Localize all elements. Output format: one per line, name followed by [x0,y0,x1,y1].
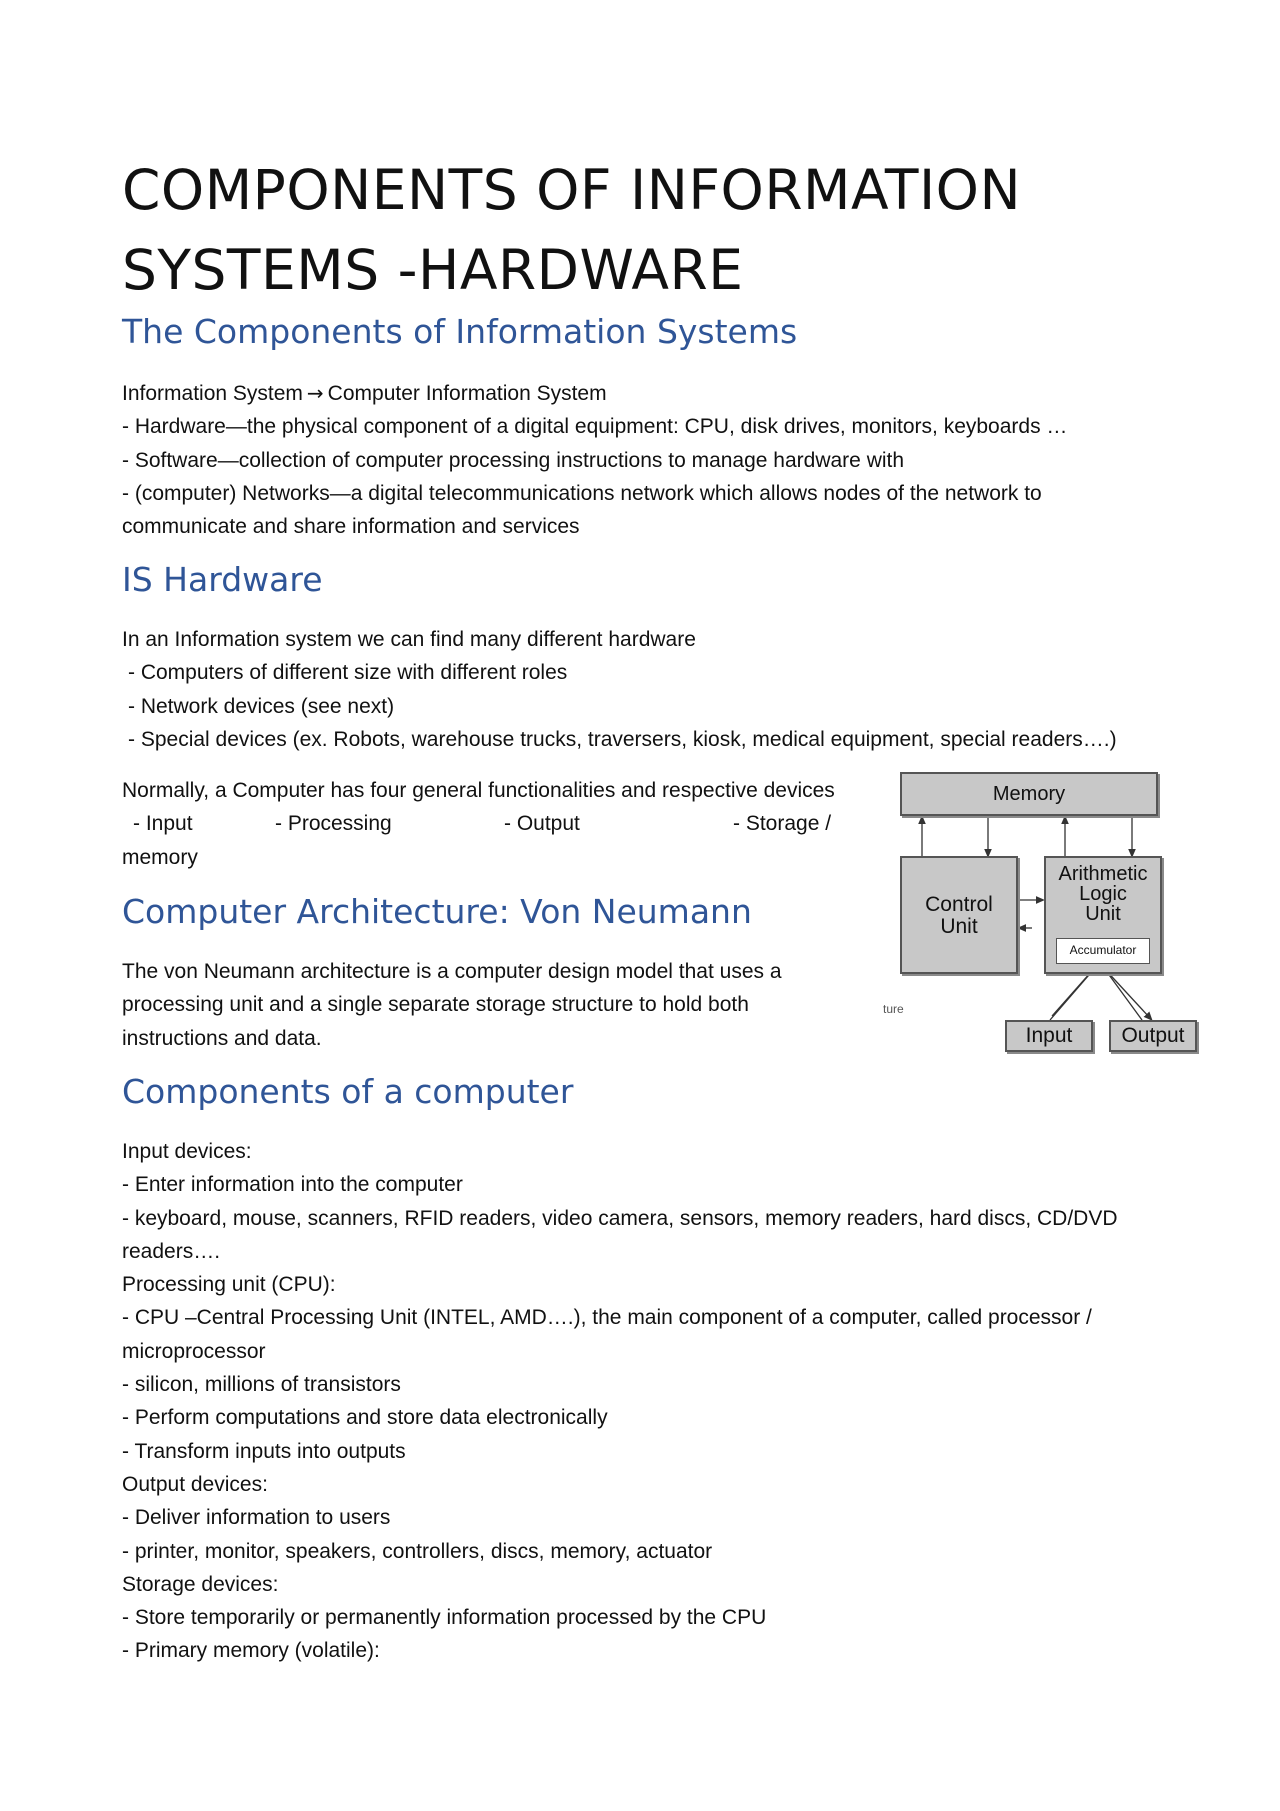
document-title [122,150,1172,310]
intro-line [122,377,1132,410]
paragraph-line: In an Information system we can find many different hardware [122,628,696,651]
accumulator-box: Accumulator [1056,938,1150,964]
functions-tail: memory [122,845,198,869]
list-item: - silicon, millions of transistors [122,1373,401,1397]
list-item: - Deliver information to users [122,1506,391,1530]
control-unit-line2: Unit [940,915,978,938]
von-neumann-diagram [880,770,1210,1060]
functions-paragraph [122,774,862,874]
list-item: - keyboard, mouse, scanners, RFID readers, video camera, sensors, memory readers, hard discs, CD/DVD readers…. [122,1206,1118,1263]
control-unit-line1: Control [925,893,993,916]
output-box: Output [1109,1020,1197,1052]
list-item: - Hardware—the physical component of a digital equipment: CPU, disk drives, monitors, keyboards … [122,415,1068,439]
alu-line1: Arithmetic [1058,863,1148,885]
subheading-storage-devices: Storage devices: [122,1572,279,1596]
alu-box [1044,856,1162,974]
alu-line2: Logic [1079,883,1127,905]
subheading-input-devices: Input devices: [122,1140,252,1163]
list-item: - Special devices (ex. Robots, warehouse trucks, traversers, kiosk, medical equipment, special readers….) [128,727,1117,751]
list-item: - Enter information into the computer [122,1173,463,1197]
functions-row [122,807,862,840]
section-components-of-computer [122,1135,1142,1668]
heading-components-of-computer: Components of a computer [122,1072,574,1111]
title-line-2: SYSTEMS -HARDWARE [122,238,744,302]
function-storage: - Storage / [733,812,832,836]
list-item: - Perform computations and store data electronically [122,1406,608,1430]
section-components-of-is [122,377,1132,543]
intro-right: Computer Information System [327,382,607,405]
list-item: - Software—collection of computer processing instructions to manage hardware with [122,448,905,472]
heading-von-neumann: Computer Architecture: Von Neumann [122,892,752,931]
alu-line3: Unit [1085,903,1121,925]
arrow-output-to-alu [1104,968,1142,1020]
heading-components-of-is: The Components of Information Systems [122,312,798,351]
heading-is-hardware: IS Hardware [122,560,323,599]
list-item: - Network devices (see next) [128,694,395,718]
von-neumann-text: The von Neumann architecture is a computer design model that uses a processing unit and a single separate storage structure to hold both instructions and data. [122,960,782,1050]
function-output: - Output [504,812,580,836]
list-item: - Primary memory (volatile): [122,1639,380,1663]
von-neumann-paragraph [122,955,822,1055]
input-box: Input [1005,1020,1093,1052]
control-unit-box [900,856,1018,974]
subheading-processing-unit: Processing unit (CPU): [122,1273,336,1297]
memory-box: Memory [900,772,1158,816]
function-processing: - Processing [275,812,392,836]
function-input: - Input [133,812,193,836]
list-item: - Computers of different size with different roles [128,661,568,685]
list-item: - printer, monitor, speakers, controllers, discs, memory, actuator [122,1539,713,1563]
intro-left: Information System [122,382,303,405]
list-item: - Store temporarily or permanently information processed by the CPU [122,1606,767,1630]
list-item: - (computer) Networks—a digital telecommunications network which allows nodes of the network to communicate and share information and services [122,481,1042,539]
section-is-hardware [122,623,1222,756]
subheading-output-devices: Output devices: [122,1472,268,1496]
functions-intro: Normally, a Computer has four general functionalities and respective devices [122,779,835,802]
title-line-1: COMPONENTS OF INFORMATION [122,158,1022,222]
list-item: - CPU –Central Processing Unit (INTEL, AMD….), the main component of a computer, called processor / microprocessor [122,1306,1092,1363]
list-item: - Transform inputs into outputs [122,1439,406,1463]
arrow-right-icon: → [306,381,324,405]
diagram-caption-fragment: ture [883,1002,904,1016]
